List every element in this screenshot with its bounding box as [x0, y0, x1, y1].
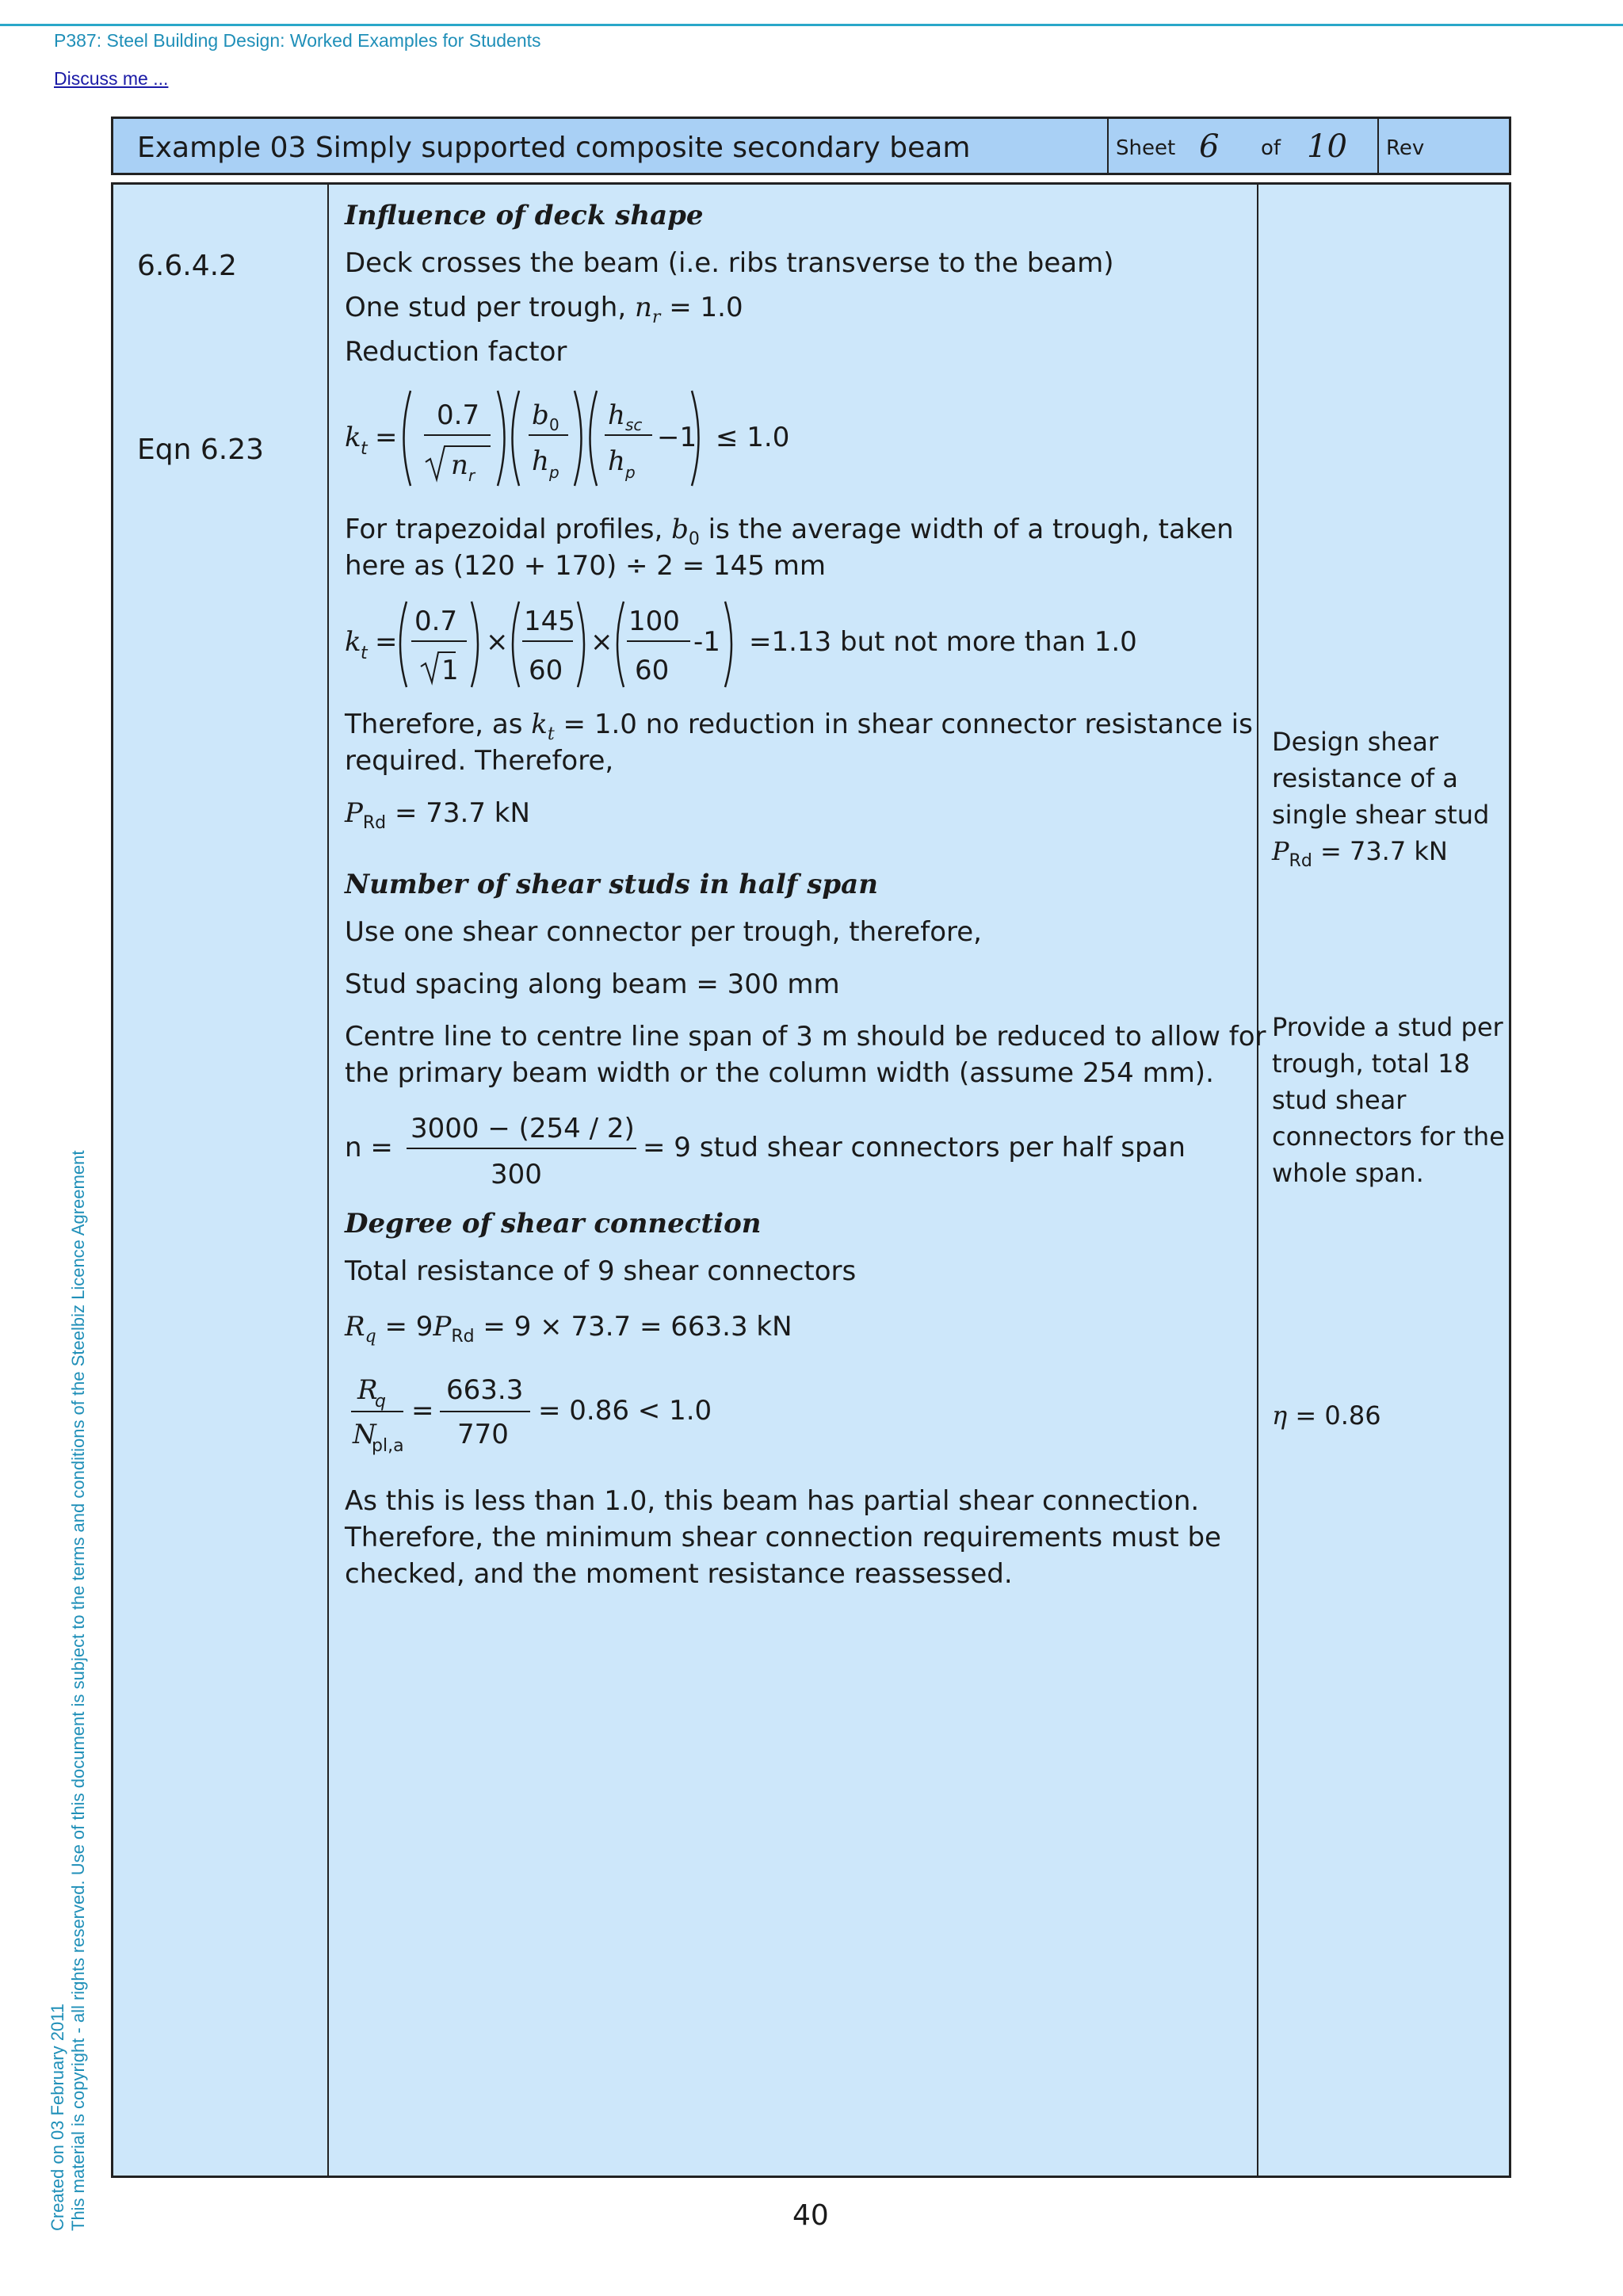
- equals-sign: =: [375, 422, 398, 453]
- note-stud-provision: Provide a stud per trough, total 18 stud shear connectors for the whole span.: [1272, 1012, 1505, 1188]
- eq1-num2: b: [532, 399, 549, 431]
- column-divider-left: [327, 185, 329, 2176]
- kt2-symbol: k: [345, 626, 361, 658]
- kt-subscript: t: [361, 439, 368, 459]
- discuss-link[interactable]: Discuss me ...: [54, 68, 169, 89]
- kt-calculation: [335, 597, 1207, 692]
- eq3-result: = 9 stud shear connectors per half span: [643, 1132, 1186, 1163]
- copyright-sidebar: [48, 1151, 89, 2231]
- eq5-den2: 770: [457, 1419, 509, 1450]
- example-title: Example 03 Simply supported composite secondary beam: [137, 132, 971, 164]
- note-design-shear: Design shear resistance of a single shear stud $P_{Rd} = 73.7$ kN: [1272, 727, 1490, 871]
- copyright-text: This material is copyright - all rights reserved. Use of this document is subject to the terms and conditions of the Steelbiz Licence Agreement: [68, 1150, 88, 2231]
- page-number: 40: [792, 2199, 829, 2232]
- eq1-den1: n: [451, 449, 468, 481]
- eq2-minus-one: -1: [693, 626, 720, 658]
- eq1-num3-sub: sc: [625, 415, 643, 434]
- kt-symbol: k: [345, 422, 361, 453]
- eq1-num3: h: [608, 399, 625, 431]
- one-connector-text: Use one shear connector per trough, therefore,: [345, 916, 982, 948]
- eq5-num-sub: q: [375, 1392, 386, 1412]
- trapezoidal-text-line1: For trapezoidal profiles, $b_0$ is the average width of a trough, taken: [345, 514, 1234, 549]
- eq2-den3: 60: [635, 655, 670, 686]
- rev-divider: [1377, 119, 1379, 173]
- prd-value: $P_{Rd} = 73.7$ kN: [345, 797, 530, 833]
- span-reduction-line2: the primary beam width or the column width (assume 254 mm).: [345, 1057, 1214, 1089]
- eq2-equals: =: [375, 626, 398, 658]
- eq5-den-sub: pl,a: [372, 1436, 404, 1456]
- partial-connection-line3: checked, and the moment resistance reassessed.: [345, 1558, 1013, 1590]
- column-divider-right: [1257, 185, 1258, 2176]
- eq5-num2: 663.3: [446, 1374, 524, 1406]
- example-title-bar: [111, 117, 1511, 175]
- stud-spacing-text: Stud spacing along beam = 300 mm: [345, 968, 840, 1000]
- eq1-den2: h: [532, 445, 549, 477]
- eq1-num2-sub: 0: [549, 415, 559, 434]
- equation-ref: Eqn 6.23: [137, 434, 265, 466]
- partial-connection-line1: As this is less than 1.0, this beam has partial shear connection.: [345, 1485, 1200, 1517]
- reduction-factor-label: Reduction factor: [345, 336, 567, 368]
- eq2-times1: ×: [486, 626, 509, 658]
- eq2-num1: 0.7: [414, 606, 458, 637]
- eq3-lhs: n =: [345, 1132, 393, 1163]
- eq1-den2-sub: p: [549, 463, 559, 482]
- eq1-den3-sub: p: [625, 463, 636, 482]
- shear-ratio-formula: [335, 1366, 1048, 1461]
- heading-degree-of-shear: Degree of shear connection: [345, 1208, 762, 1240]
- eq2-den1: 1: [441, 655, 459, 686]
- eq2-result: =1.13 but not more than 1.0: [749, 626, 1137, 658]
- sheet-number: 6: [1199, 128, 1220, 165]
- therefore-text-line1: Therefore, as $k_t = 1.0$ no reduction in shear connector resistance is: [345, 709, 1253, 744]
- worked-example-sheet: [111, 182, 1511, 2178]
- sheet-total: 10: [1307, 128, 1347, 165]
- clause-ref: 6.6.4.2: [137, 250, 237, 282]
- eq2-den2: 60: [529, 655, 563, 686]
- note-eta: η = 0.86: [1272, 1400, 1381, 1431]
- studs-per-trough: One stud per trough, $n_r = 1.0$: [345, 292, 743, 327]
- rev-label: Rev: [1386, 136, 1425, 160]
- eq1-num1: 0.7: [437, 399, 480, 431]
- created-date-text: Created on 03 February 2011: [48, 2004, 67, 2231]
- eq1-den3: h: [608, 445, 625, 477]
- trapezoidal-text-line2: here as (120 + 170) ÷ 2 = 145 mm: [345, 550, 826, 582]
- eq5-num-symbol: R: [357, 1374, 378, 1406]
- therefore-text-line2: required. Therefore,: [345, 745, 614, 777]
- span-reduction-line1: Centre line to centre line span of 3 m should be reduced to allow for: [345, 1021, 1266, 1052]
- title-cell: [113, 119, 1109, 173]
- eq5-result: = 0.86 < 1.0: [538, 1395, 712, 1427]
- eq3-denominator: 300: [491, 1159, 542, 1190]
- header-rule: [0, 24, 1623, 26]
- eq5-den-symbol: N: [353, 1419, 376, 1450]
- heading-number-of-studs: Number of shear studs in half span: [345, 869, 878, 900]
- kt-formula: [335, 383, 790, 494]
- eq1-minus-one: −1: [657, 422, 697, 453]
- stud-count-formula: [335, 1104, 1207, 1191]
- eq2-num2: 145: [524, 606, 575, 637]
- sheet-label: Sheet: [1116, 136, 1176, 160]
- heading-deck-shape: Influence of deck shape: [345, 200, 704, 231]
- deck-description: Deck crosses the beam (i.e. ribs transverse to the beam): [345, 247, 1114, 279]
- partial-connection-line2: Therefore, the minimum shear connection requirements must be: [345, 1522, 1221, 1553]
- eq3-numerator: 3000 − (254 / 2): [411, 1113, 635, 1144]
- eq2-times2: ×: [590, 626, 613, 658]
- document-header-title: P387: Steel Building Design: Worked Examples for Students: [54, 30, 541, 51]
- eq1-den1-sub: r: [468, 466, 475, 485]
- of-label: of: [1261, 136, 1281, 160]
- total-resistance-text: Total resistance of 9 shear connectors: [345, 1255, 857, 1287]
- eq5-equals: =: [411, 1395, 434, 1427]
- rq-calculation: $R_q = 9P_{Rd} = 9 \times 73.7 = 663.3$ kN: [345, 1311, 792, 1347]
- kt2-subscript: t: [361, 644, 368, 663]
- eq2-num3: 100: [628, 606, 680, 637]
- eq1-rhs: ≤ 1.0: [716, 422, 790, 453]
